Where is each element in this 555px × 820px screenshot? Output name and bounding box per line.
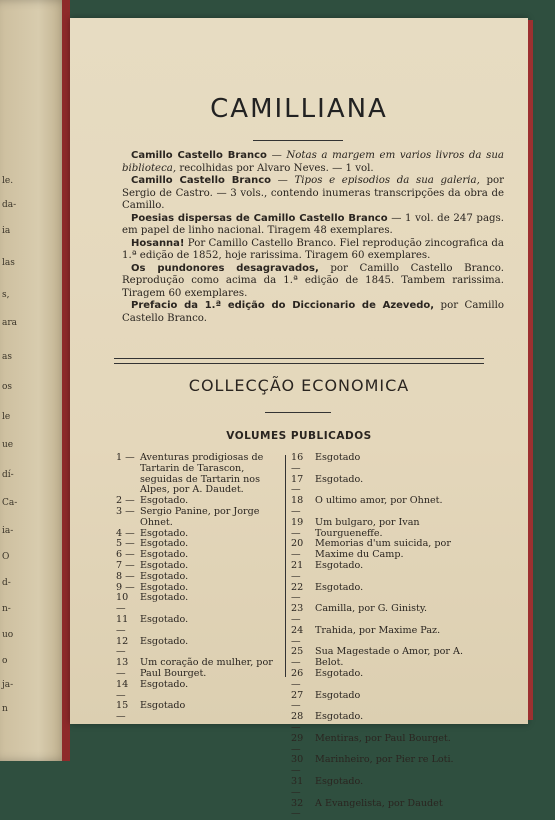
volume-title: Sua Magestade o Amor, por A. Belot. <box>315 647 467 669</box>
volume-item <box>116 637 282 659</box>
volume-number: 24 — <box>291 626 315 648</box>
entry-title: — Tipos e episodios da sua galeria, <box>278 175 480 186</box>
volume-number: 3 — <box>116 507 140 529</box>
entry-author: Camillo Castello Branco <box>131 150 267 161</box>
volume-item <box>291 777 467 799</box>
volume-title: Um bulgaro, por Ivan Tourgueneffe. <box>315 518 467 540</box>
volume-item <box>116 507 282 529</box>
volume-number: 14 — <box>116 680 140 702</box>
volume-title: Esgotado. <box>315 561 467 583</box>
volume-item <box>291 712 467 734</box>
volume-title: Mentiras, por Paul Bourget. <box>315 734 467 756</box>
volume-number: 20 — <box>291 539 315 561</box>
volume-title: Esgotado <box>140 701 282 723</box>
left-page-fragment: uo <box>2 630 13 641</box>
volumes-list-right <box>291 453 467 820</box>
volume-number: 15 — <box>116 701 140 723</box>
volume-title: Marinheiro, por Pier re Loti. <box>315 755 467 777</box>
volume-title: Esgotado. <box>315 712 467 734</box>
volume-title: Esgotado <box>315 453 467 475</box>
volume-item <box>291 453 467 475</box>
volume-title: O ultimo amor, por Ohnet. <box>315 496 467 518</box>
volume-item <box>291 755 467 777</box>
volume-number: 8 — <box>116 572 140 583</box>
volume-title: Esgotado. <box>140 550 282 561</box>
page-title: CAMILLIANA <box>70 94 528 124</box>
collection-rule <box>265 412 331 413</box>
entry-text: por Camillo Castello Branco. <box>122 300 504 324</box>
volume-title: Esgotado. <box>140 529 282 540</box>
entry-text: Por Camillo Castello Branco. Fiel reprodução zincografica da 1.ª edição de 1852, hoje rarissima. Tiragem 60 exemplares. <box>122 238 504 262</box>
volume-title: Aventuras prodigiosas de Tartarin de Tarascon, seguidas de Tartarin nos Alpes, por A. Daudet. <box>140 453 282 496</box>
volume-item <box>291 496 467 518</box>
volume-title: A Evangelista, por Daudet <box>315 799 467 820</box>
collection-subtitle: VOLUMES PUBLICADOS <box>70 430 528 442</box>
volume-number: 19 — <box>291 518 315 540</box>
volume-number: 13 — <box>116 658 140 680</box>
volume-item <box>291 539 467 561</box>
volume-item <box>291 669 467 691</box>
entry <box>122 238 504 263</box>
volume-number: 27 — <box>291 691 315 713</box>
left-page-fragment: s, <box>2 290 9 301</box>
volume-title: Esgotado. <box>315 583 467 605</box>
volume-item <box>291 604 467 626</box>
volume-number: 23 — <box>291 604 315 626</box>
volume-number: 28 — <box>291 712 315 734</box>
volume-item <box>291 475 467 497</box>
volume-number: 21 — <box>291 561 315 583</box>
volume-title: Esgotado. <box>315 669 467 691</box>
volume-number: 1 — <box>116 453 140 496</box>
entry-text: por Camillo Castello Branco. Reprodução como acima da 1.ª edição de 1845. Tambem rarissima. Tiragem 60 exemplares. <box>122 263 504 299</box>
volume-number: 12 — <box>116 637 140 659</box>
volume-number: 2 — <box>116 496 140 507</box>
left-page-fragment: O <box>2 552 9 563</box>
left-page-fragment: Ca- <box>2 498 17 509</box>
entry-author: Poesias dispersas de Camillo Castello Branco <box>131 213 388 224</box>
camilliana-entries <box>122 150 504 325</box>
volume-title: Sergio Panine, por Jorge Ohnet. <box>140 507 282 529</box>
volume-title: Trahida, por Maxime Paz. <box>315 626 467 648</box>
volume-number: 5 — <box>116 539 140 550</box>
volume-title: Esgotado. <box>140 583 282 594</box>
volume-item <box>291 691 467 713</box>
book-spine-edge <box>62 0 70 761</box>
volume-number: 18 — <box>291 496 315 518</box>
entry-author: Os pundonores desagravados, <box>131 263 319 274</box>
volume-item <box>291 518 467 540</box>
volume-number: 4 — <box>116 529 140 540</box>
volume-number: 7 — <box>116 561 140 572</box>
left-page-fragment: n- <box>2 604 11 615</box>
volume-title: Esgotado. <box>315 475 467 497</box>
volume-item <box>116 658 282 680</box>
left-page-fragment: ue <box>2 440 13 451</box>
collection-title: COLLECÇÃO ECONOMICA <box>70 376 528 395</box>
volume-item <box>116 680 282 702</box>
entry-text: por Sergio de Castro. — 3 vols., contendo inumeras transcripções da obra de Camillo. <box>122 175 504 211</box>
volume-number: 9 — <box>116 583 140 594</box>
volume-title: Camilla, por G. Ginisty. <box>315 604 467 626</box>
entry-text: — 1 vol. de 247 pags. em papel de linho nacional. Tiragem 48 exemplares. <box>122 213 504 237</box>
volume-item <box>291 583 467 605</box>
volumes-list-left <box>116 453 282 723</box>
page-red-edge <box>528 20 533 720</box>
entry-author: Camillo Castello Branco <box>131 175 271 186</box>
entry <box>122 213 504 238</box>
volume-item <box>116 615 282 637</box>
left-page-fragment: ja- <box>2 680 13 691</box>
entry <box>122 150 504 175</box>
entry-author: Prefacio da 1.ª edição do Diccionario de Azevedo, <box>131 300 434 311</box>
volume-number: 10 — <box>116 593 140 615</box>
left-page-fragment: o <box>2 656 7 667</box>
volume-item <box>291 799 467 820</box>
volume-title: Esgotado <box>315 691 467 713</box>
entry-title: — Notas a margem em varios livros da sua biblioteca, <box>122 150 504 174</box>
volume-number: 29 — <box>291 734 315 756</box>
entry <box>122 300 504 325</box>
entry-author: Hosanna! <box>131 238 185 249</box>
volume-item <box>116 593 282 615</box>
volume-title: Esgotado. <box>315 777 467 799</box>
volume-number: 30 — <box>291 755 315 777</box>
volume-item <box>116 572 282 583</box>
volume-title: Esgotado. <box>140 637 282 659</box>
volume-title: Esgotado. <box>140 680 282 702</box>
left-page-fragment: d- <box>2 578 11 589</box>
left-page-fragment: le <box>2 412 10 423</box>
volume-item <box>291 647 467 669</box>
volume-title: Esgotado. <box>140 572 282 583</box>
left-page-fragment: las <box>2 258 15 269</box>
volume-number: 17 — <box>291 475 315 497</box>
volume-number: 11 — <box>116 615 140 637</box>
volume-number: 26 — <box>291 669 315 691</box>
entry <box>122 175 504 213</box>
volume-title: Esgotado. <box>140 496 282 507</box>
entry <box>122 263 504 301</box>
volume-title: Memorias d'um suicida, por Maxime du Camp. <box>315 539 467 561</box>
book-page <box>70 18 528 724</box>
left-page-fragment: as <box>2 352 12 363</box>
volume-number: 25 — <box>291 647 315 669</box>
entry-text: recolhidas por Alvaro Neves. — 1 vol. <box>176 163 374 174</box>
left-page-fragment: le. <box>2 176 13 187</box>
volume-title: Esgotado. <box>140 593 282 615</box>
left-page-fragment: dí- <box>2 470 14 481</box>
left-page-fragment: os <box>2 382 12 393</box>
volume-title: Esgotado. <box>140 615 282 637</box>
title-rule <box>253 140 343 141</box>
volume-title: Esgotado. <box>140 561 282 572</box>
left-page-fragment: n <box>2 704 8 715</box>
volume-number: 22 — <box>291 583 315 605</box>
section-divider <box>114 358 484 364</box>
volume-item <box>116 701 282 723</box>
volume-item <box>291 626 467 648</box>
volume-number: 31 — <box>291 777 315 799</box>
column-divider <box>285 455 286 677</box>
left-page-fragment: da- <box>2 200 16 211</box>
volume-number: 6 — <box>116 550 140 561</box>
left-page <box>0 0 70 761</box>
volume-item <box>116 453 282 496</box>
volume-number: 32 — <box>291 799 315 820</box>
left-page-fragment: ia <box>2 226 10 237</box>
volume-number: 16 — <box>291 453 315 475</box>
left-page-fragment: ia- <box>2 526 13 537</box>
volume-item <box>291 561 467 583</box>
volume-title: Um coração de mulher, por Paul Bourget. <box>140 658 282 680</box>
left-page-fragment: ara <box>2 318 17 329</box>
volume-item <box>291 734 467 756</box>
volume-title: Esgotado. <box>140 539 282 550</box>
